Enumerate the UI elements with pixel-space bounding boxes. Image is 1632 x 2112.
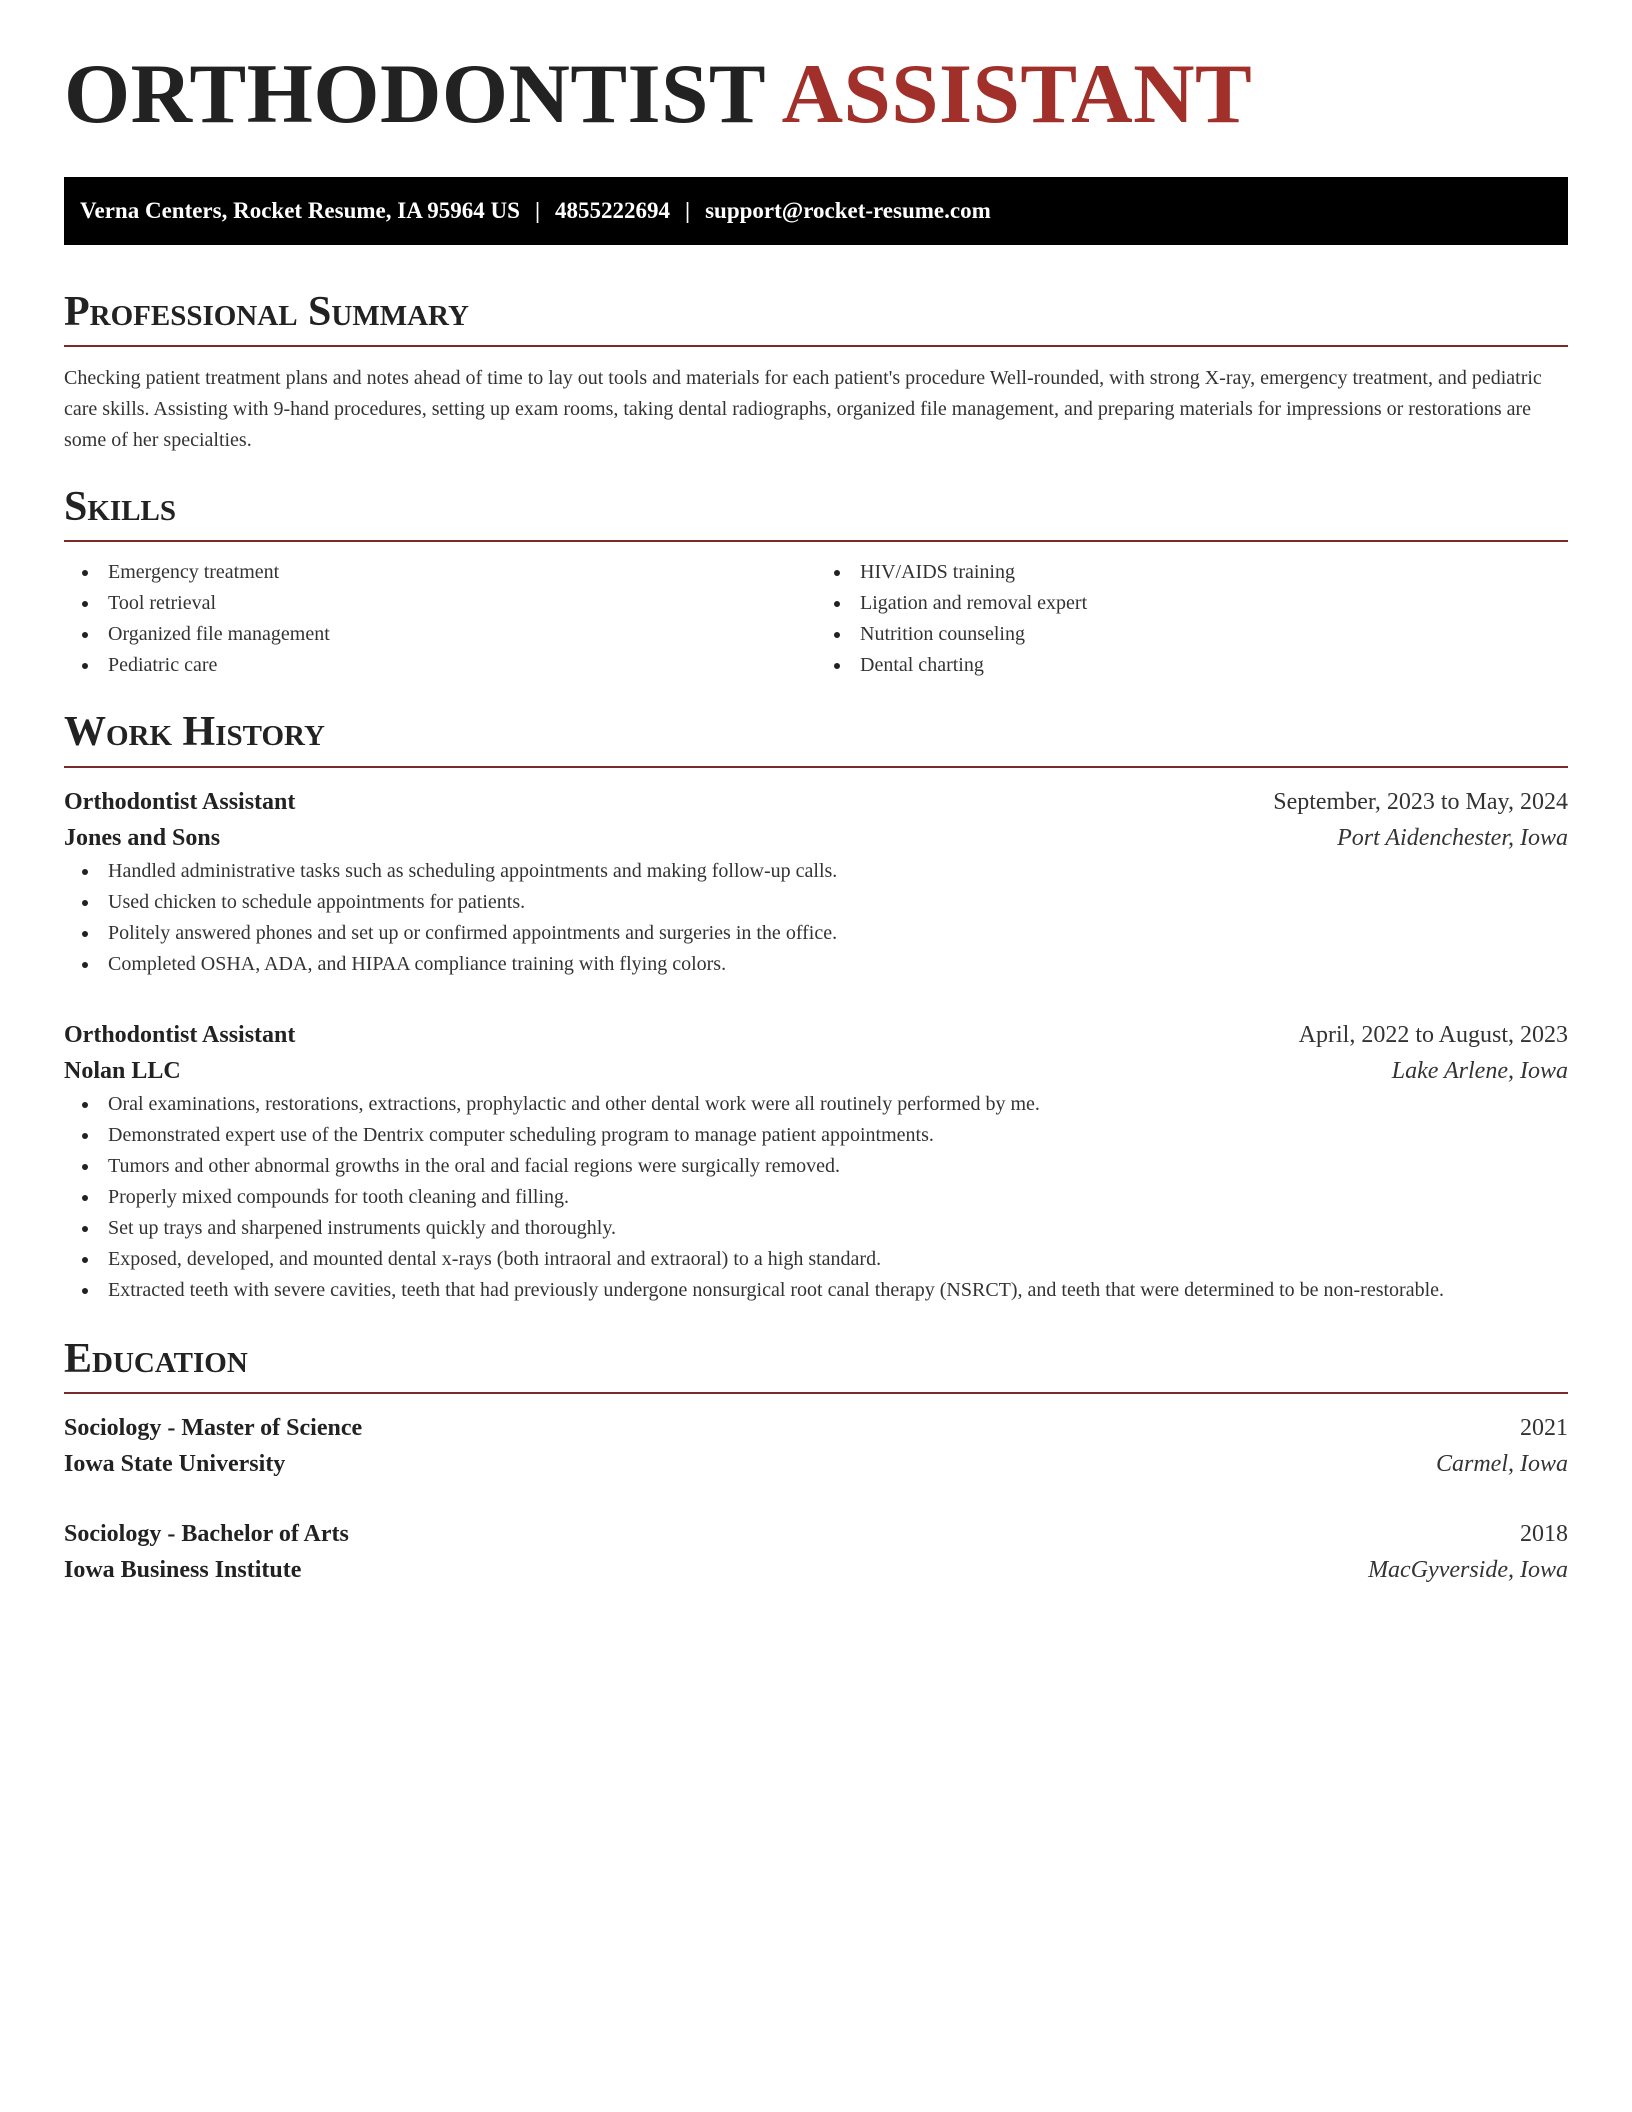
education-year: 2021: [1520, 1414, 1568, 1441]
job-duties-list: [64, 856, 1568, 980]
education-school: Iowa State University: [64, 1450, 286, 1477]
job-company-row: [64, 820, 1568, 856]
skills-column-right: [816, 557, 1568, 681]
job-header-row: [64, 1017, 1568, 1053]
contact-bar: [64, 177, 1568, 245]
education-heading: Education: [64, 1336, 1568, 1394]
job-location: Lake Arlene, Iowa: [1391, 1057, 1568, 1084]
job-entry: [64, 1017, 1568, 1306]
education-year: 2018: [1520, 1520, 1568, 1547]
job-duty: Properly mixed compounds for tooth cleaning and filling.: [64, 1182, 1568, 1213]
contact-separator: |: [534, 198, 541, 223]
title-part-1: ORTHODONTIST: [64, 47, 765, 141]
education-school: Iowa Business Institute: [64, 1556, 302, 1583]
job-duty: Demonstrated expert use of the Dentrix computer scheduling program to manage patient appointments.: [64, 1120, 1568, 1151]
job-duty: Used chicken to schedule appointments for patients.: [64, 887, 1568, 918]
education-location: MacGyverside, Iowa: [1368, 1556, 1568, 1583]
skills-list-right: [816, 557, 1568, 681]
job-company: Nolan LLC: [64, 1057, 181, 1084]
job-duties-list: [64, 1089, 1568, 1306]
skill-item: Nutrition counseling: [816, 619, 1568, 650]
job-duty: Exposed, developed, and mounted dental x-rays (both intraoral and extraoral) to a high standard.: [64, 1244, 1568, 1275]
job-title: Orthodontist Assistant: [64, 1021, 296, 1048]
job-duty: Handled administrative tasks such as scheduling appointments and making follow-up calls.: [64, 856, 1568, 887]
job-dates: April, 2022 to August, 2023: [1298, 1021, 1568, 1048]
contact-phone: 4855222694: [555, 198, 671, 223]
job-duty: Tumors and other abnormal growths in the oral and facial regions were surgically removed.: [64, 1151, 1568, 1182]
job-duty: Completed OSHA, ADA, and HIPAA compliance training with flying colors.: [64, 949, 1568, 980]
skill-item: HIV/AIDS training: [816, 557, 1568, 588]
education-school-row: [64, 1446, 1568, 1482]
education-location: Carmel, Iowa: [1436, 1450, 1568, 1477]
skills-heading: Skills: [64, 484, 1568, 542]
resume-title: [64, 47, 1568, 141]
work-history-heading: Work History: [64, 709, 1568, 767]
summary-text: Checking patient treatment plans and notes ahead of time to lay out tools and materials for each patient's procedure Well-rounded, with strong X-ray, emergency treatment, and pediatric care skills. Assisting with 9-hand procedures, setting up exam rooms, taking dental radiographs, organized file management, and preparing materials for impressions or restorations are some of her specialties.: [64, 367, 1542, 452]
skills-grid: [64, 557, 1568, 681]
education-header-row: [64, 1410, 1568, 1446]
job-header-row: [64, 784, 1568, 820]
skill-item: Dental charting: [816, 650, 1568, 681]
skill-item: Pediatric care: [64, 650, 816, 681]
job-title: Orthodontist Assistant: [64, 788, 296, 815]
education-header-row: [64, 1516, 1568, 1552]
job-location: Port Aidenchester, Iowa: [1337, 824, 1568, 851]
contact-address: Verna Centers, Rocket Resume, IA 95964 US: [80, 198, 520, 223]
job-duty: Oral examinations, restorations, extractions, prophylactic and other dental work were all routinely performed by me.: [64, 1089, 1568, 1120]
education-entry: [64, 1410, 1568, 1482]
job-entry: [64, 784, 1568, 980]
education-degree: Sociology - Master of Science: [64, 1414, 363, 1441]
title-part-2: ASSISTANT: [781, 47, 1253, 141]
job-company: Jones and Sons: [64, 824, 221, 851]
contact-separator: |: [685, 198, 691, 223]
job-duty: Extracted teeth with severe cavities, teeth that had previously undergone nonsurgical root canal therapy (NSRCT), and teeth that were determined to be non-restorable.: [64, 1275, 1568, 1306]
job-company-row: [64, 1053, 1568, 1089]
education-school-row: [64, 1552, 1568, 1588]
skill-item: Emergency treatment: [64, 557, 816, 588]
skills-list-left: [64, 557, 816, 681]
education-degree: Sociology - Bachelor of Arts: [64, 1520, 349, 1547]
skill-item: Tool retrieval: [64, 588, 816, 619]
skill-item: Organized file management: [64, 619, 816, 650]
job-duty: Set up trays and sharpened instruments quickly and thoroughly.: [64, 1213, 1568, 1244]
summary-heading: Professional Summary: [64, 289, 1568, 347]
job-dates: September, 2023 to May, 2024: [1273, 788, 1568, 815]
skills-column-left: [64, 557, 816, 681]
job-duty: Politely answered phones and set up or confirmed appointments and surgeries in the office.: [64, 918, 1568, 949]
education-entry: [64, 1516, 1568, 1588]
skill-item: Ligation and removal expert: [816, 588, 1568, 619]
contact-email: support@rocket-resume.com: [705, 198, 991, 223]
